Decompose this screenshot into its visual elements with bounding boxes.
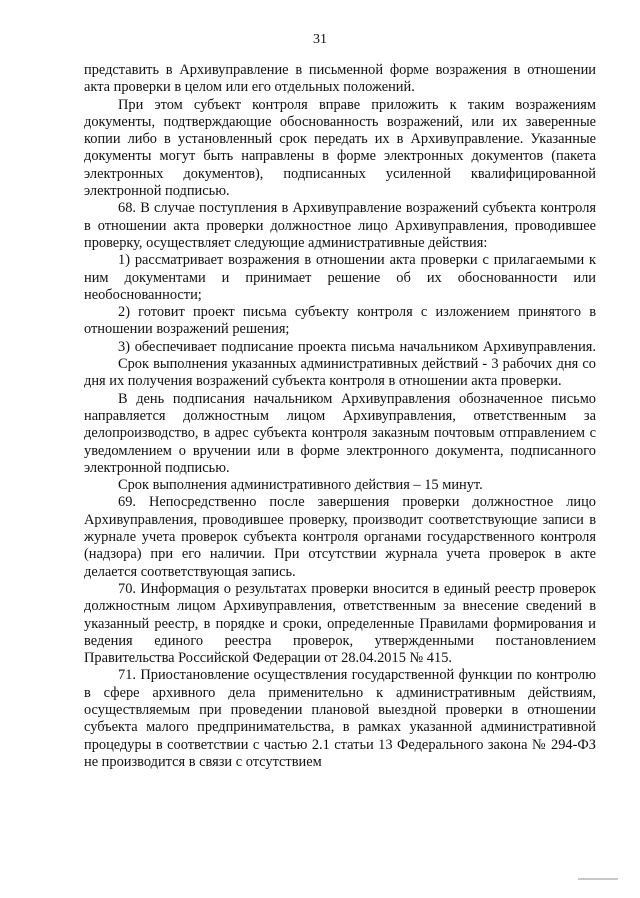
paragraph-70: 70. Информация о результатах проверки вносится в единый реестр проверок должностным лицом Архивуправления, ответственным за внесение сведений в указанный реестр, в порядке и сроки, определенные Правилами формирования и ведения единого реестра проверок, утвержденными постановлением Правительства Российской Федерации от 28.04.2015 № 415. xyxy=(84,580,596,667)
list-item-2: 2) готовит проект письма субъекту контроля с изложением принятого в отношении возражений решения; xyxy=(84,304,596,338)
paragraph-deadline-3-days: Срок выполнения указанных административных действий - 3 рабочих дня со дня их получения возражений субъекта контроля в отношении акта проверки. xyxy=(84,356,596,390)
page-number: 31 xyxy=(313,32,327,47)
list-item-1: 1) рассматривает возражения в отношении акта проверки с прилагаемыми к ним документами и принимает решение об их обоснованности или необоснованности; xyxy=(84,252,596,303)
paragraph-71: 71. Приостановление осуществления государственной функции по контролю в сфере архивного дела применительно к административным действиям, осуществляемым при проведении плановой выездной проверки в отношении субъекта малого предпринимательства, в рамках указанной административной процедуры в соответствии с частью 2.1 статьи 13 Федерального закона № 294-ФЗ не производится в связи с отсутствием xyxy=(84,667,596,770)
paragraph-letter-dispatch: В день подписания начальником Архивуправления обозначенное письмо направляется должностным лицом Архивуправления, ответственным за делопроизводство, в адрес субъекта контроля заказным почтовым отправлением с уведомлением о вручении или в форме электронного документа, подписанного электронной подписью. xyxy=(84,390,596,476)
paragraph-objections-documents: При этом субъект контроля вправе приложить к таким возражениям документы, подтверждающие обоснованность возражений, или их заверенные копии либо в установленный срок передать их в Архивуправление. Указанные документы могут быть направлены в форме электронных документов (пакета электронных документов), подписанных усиленной квалифицированной электронной подписью. xyxy=(84,96,596,200)
document-body xyxy=(84,62,596,771)
scan-artifact xyxy=(578,878,618,880)
list-item-3: 3) обеспечивает подписание проекта письма начальником Архивуправления. xyxy=(118,338,596,355)
paragraph-68: 68. В случае поступления в Архивуправление возражений субъекта контроля в отношении акта проверки должностное лицо Архивуправления, проводившее проверку, осуществляет следующие административные действия: xyxy=(84,200,596,251)
paragraph-deadline-15-minutes: Срок выполнения административного действия – 15 минут. xyxy=(118,477,483,494)
paragraph-continuation: представить в Архивуправление в письменной форме возражения в отношении акта проверки в целом или его отдельных положений. xyxy=(84,62,596,96)
paragraph-69: 69. Непосредственно после завершения проверки должностное лицо Архивуправления, проводившее проверку, производит соответствующие записи в журнале учета проверок субъекта контроля органами государственного контроля (надзора) при его наличии. При отсутствии журнала учета проверок в акте делается соответствующая запись. xyxy=(84,494,596,580)
